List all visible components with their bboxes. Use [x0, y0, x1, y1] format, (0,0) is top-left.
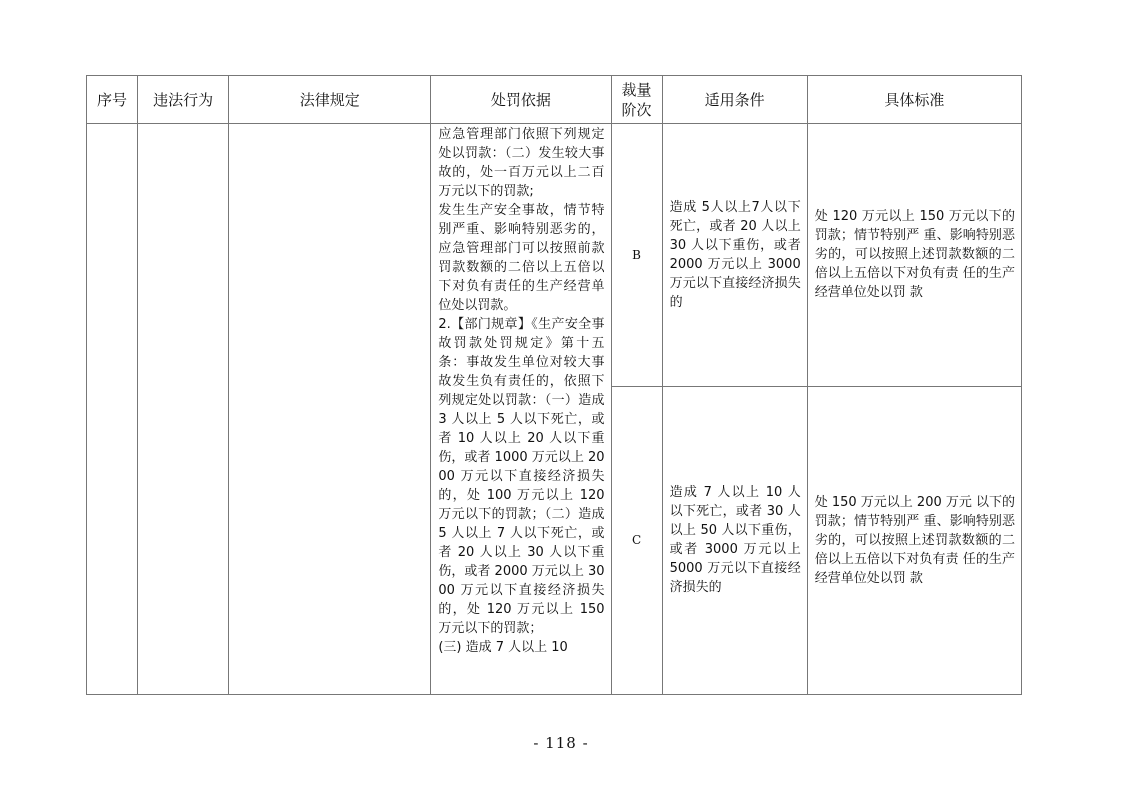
standard-cell: 处 120 万元以上 150 万元以下的罚款；情节特别严 重、影响特别恶劣的，可以按照上述罚款数额的二 倍以上五倍以下对负有责 任的生产经营单位处以罚 款	[807, 124, 1021, 387]
header-applicable-condition: 适用条件	[662, 76, 807, 124]
header-specific-standard: 具体标准	[807, 76, 1021, 124]
condition-cell: 造成 7 人以上 10 人以下死亡，或者 30 人以上 50 人以下重伤，或者 3000 万元以上 5000 万元以下直接经济损失的	[662, 386, 807, 694]
violation-cell	[138, 124, 229, 695]
header-legal-provision: 法律规定	[229, 76, 431, 124]
header-seq: 序号	[87, 76, 138, 124]
seq-cell	[87, 124, 138, 695]
penalty-basis-text: 应急管理部门依照下列规定处以罚款：（二）发生较大事故的，处一百万元以上二百万元以下的罚款; 发生生产安全事故，情节特别严重、影响特别恶劣的，应急管理部门可以按照前款罚款数额的二倍以上五倍以下对负有责任的生产经营单位处以罚款。 2.【部门规章】《生产安全事故罚款处罚规定》第十五条：事故发生单位对较大事故发生负有责任的，依照下列规定处以罚款：（一）造成 3 人以上 5 人以下死亡，或者 10 人以上 20 人以下重伤，或者 1000 万元以上 2000 万元以下直接经济损失的，处 100 万元以上 120 万元以下的罚款；（二）造成 5 人以上 7 人以下死亡，或者 20 人以上 30 人以下重伤，或者 2000 万元以上 3000 万元以下直接经济损失的，处 120 万元以上 150 万元以下的罚款； (三) 造成 7 人以上 10	[438, 127, 605, 655]
table-header-row	[87, 76, 1022, 124]
header-penalty-basis: 处罚依据	[431, 76, 611, 124]
header-discretion-level	[611, 76, 662, 124]
header-violation: 违法行为	[138, 76, 229, 124]
penalty-basis-cell	[431, 124, 611, 695]
condition-cell: 造成 5人以上7人以下死亡，或者 20 人以上 30 人以下重伤，或者 2000 万元以上 3000 万元以下直接经济损失的	[662, 124, 807, 387]
table-row	[87, 124, 1022, 387]
level-cell: C	[611, 386, 662, 694]
page-number: - 118 -	[533, 734, 589, 752]
level-cell: B	[611, 124, 662, 387]
penalty-table	[86, 75, 1022, 695]
standard-cell: 处 150 万元以上 200 万元 以下的罚款；情节特别严 重、影响特别恶劣的，可以按照上述罚款数额的二 倍以上五倍以下对负有责 任的生产经营单位处以罚 款	[807, 386, 1021, 694]
legal-provision-cell	[229, 124, 431, 695]
header-discretion-level-text: 裁量阶次	[621, 80, 652, 119]
